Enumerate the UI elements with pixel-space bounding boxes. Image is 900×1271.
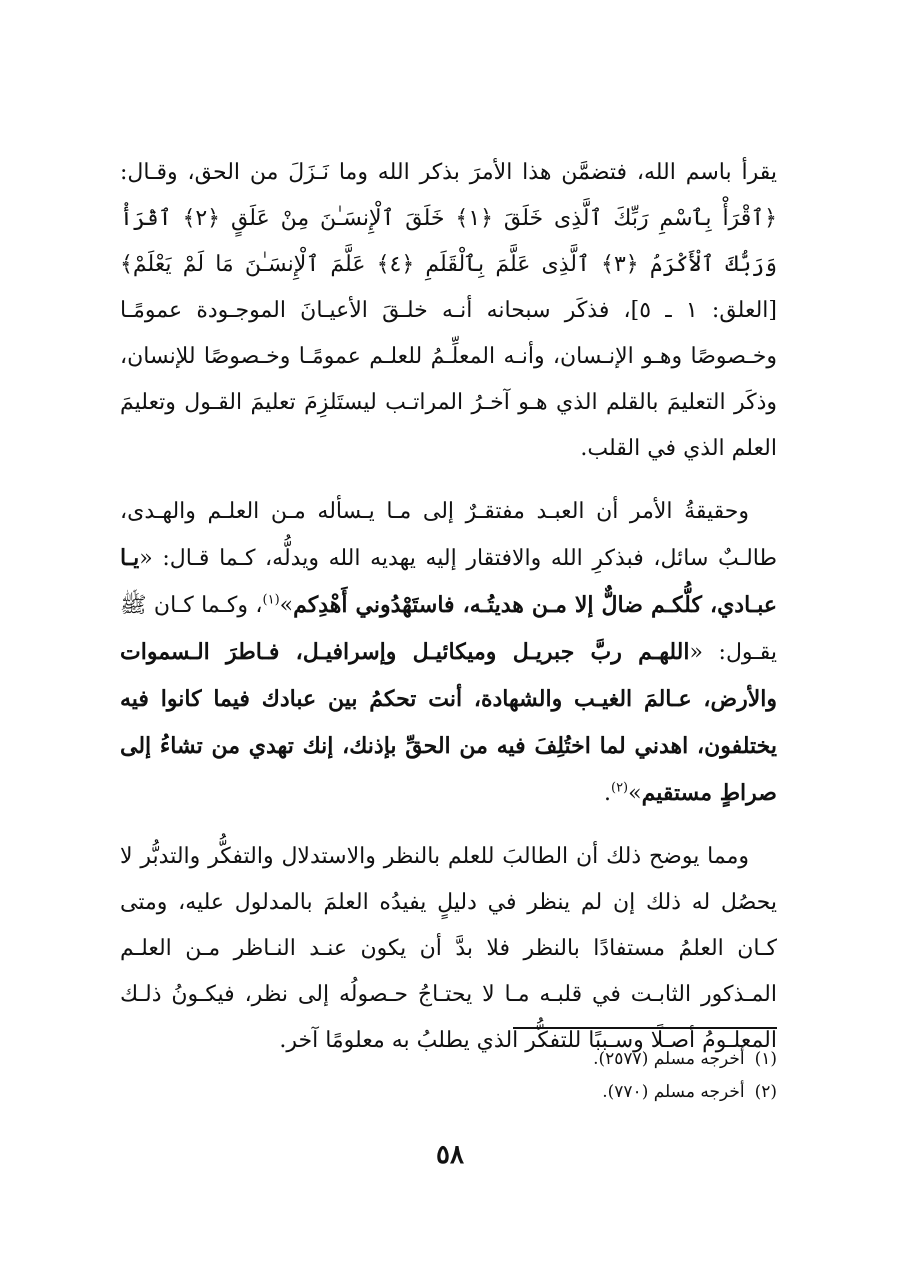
text-run: » (628, 781, 642, 806)
hadith-text: اللهـم ربَّ جبريـل وميكائيـل وإسرافيـل، فـاطرَ الـسموات والأرض، عـالمَ الغيـب والشهادة، أنت تحكمُ بين عبادك فيما كانوا فيه يختلفون، اهدني لما اختُلِفَ فيه من الحقِّ بإذنك، إنك تهدي من تشاءُ إلى صراطٍ مستقيم (120, 639, 777, 806)
footnote-text: أخرجه مسلم (٢٥٧٧). (593, 1049, 745, 1069)
footnotes (137, 1043, 777, 1109)
text-run: » (279, 593, 294, 618)
footnote-2 (137, 1076, 777, 1109)
footnote-number: (٢) (754, 1082, 777, 1102)
text-run: . (603, 781, 611, 806)
text-run: ومما يوضح ذلك أن الطالبَ للعلم بالنظر والاستدلال والتفكُّر والتدبُّر لا يحصُل له ذلك إن لم ينظر في دليلٍ يفيدُه العلمَ بالمدلول عليه، ومتى كـان العلمُ مستفادًا بالنظر فلا بدَّ أن يكون عنـد النـاظر مـن العلـم المـذكور الثابـت في قلبـه مـا لا يحتـاجُ حـصولُه إلى نظر، فيكـونُ ذلـك المعلـومُ أصـلًا وسـببًا للتفكُّر الذي يطلبُ به معلومًا آخر. (120, 844, 777, 1053)
paragraph-2 (120, 489, 777, 817)
page-number: ٥٨ (436, 1140, 464, 1170)
main-text (120, 150, 777, 1081)
footnote-number: (١) (754, 1049, 777, 1069)
hadith-text: يـا عبـادي، كلُّكـم ضالٌّ إلا مـن هديتُـه، فاستَهْدُوني أَهْدِكم (120, 545, 777, 618)
paragraph-3 (120, 834, 777, 1064)
text-run: ، وكـما كـان ﷺ يقـول: « (120, 593, 777, 665)
footnote-ref: (٢) (610, 780, 629, 796)
text-run: يقرأ باسم الله، فتضمَّن هذا الأمرَ بذكر الله وما نَـزَلَ من الحق، وقـال: ﴿ٱقْرَأْ بِٱسْمِ رَبِّكَ ٱلَّذِى خَلَقَ ﴿١﴾ خَلَقَ ٱلْإِنسَـٰنَ مِنْ عَلَقٍ ﴿٢﴾ ٱقْرَأْ وَرَبُّكَ ٱلْأَكْرَمُ ﴿٣﴾ ٱلَّذِى عَلَّمَ بِٱلْقَلَمِ ﴿٤﴾ عَلَّمَ ٱلْإِنسَـٰنَ مَا لَمْ يَعْلَمْ﴾ [العلق: ١ ـ ٥]، فذكَر سبحانه أنـه خلـقَ الأعيـانَ الموجـودة عمومًـا وخـصوصًا وهـو الإنـسان، وأنـه المعلِّـمُ للعلـم عمومًـا وخـصوصًا للإنسان، وذكَر التعليمَ بالقلم الذي هـو آخـرُ المراتـب ليستَلزِمَ تعليمَ القـول وتعليمَ العلم الذي في القلب. (120, 160, 778, 461)
footnote-ref: (١) (262, 592, 280, 608)
footnote-text: أخرجه مسلم (٧٧٠). (602, 1082, 745, 1102)
footnote-1 (137, 1043, 777, 1076)
text-run: وحقيقةُ الأمر أن العبـد مفتقـرٌ إلى مـا يـسأله مـن العلـم والهـدى، طالـبٌ سائل، فبذكرِ الله والافتقار إليه يهديه الله ويدلُّه، كـما قـال: « (120, 499, 777, 571)
footnote-separator (513, 1027, 777, 1029)
paragraph-1 (120, 150, 777, 472)
